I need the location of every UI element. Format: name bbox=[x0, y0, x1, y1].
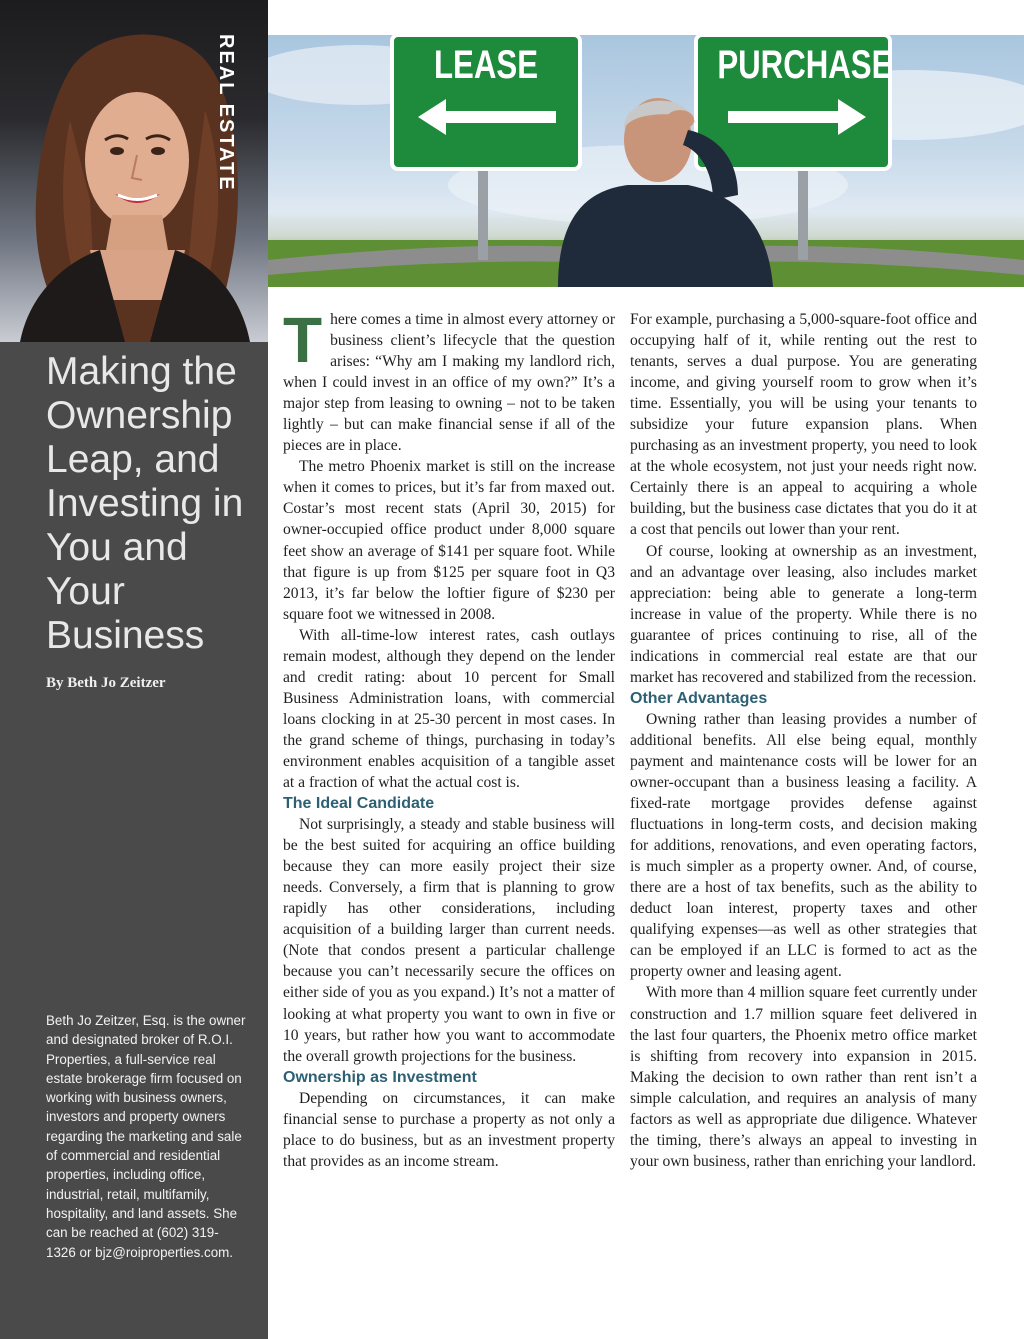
article-paragraph: Of course, looking at ownership as an investment, and an advantage over leasing, also includes market appreciation: being able to generate a long-term increase in value of the property. While there is no guarantee of prices continuing to rise, all of the indications in commercial real estate are that our market has recovered and stabilized from the recession. bbox=[630, 542, 977, 686]
sidebar bbox=[0, 0, 268, 1339]
article-paragraph: Depending on circumstances, it can make financial sense to purchase a property as not only a place to do business, but as an investment property that provides as an income stream. bbox=[283, 1089, 615, 1170]
subheading-ideal-candidate: The Ideal Candidate bbox=[283, 795, 435, 813]
article-paragraph: The metro Phoenix market is still on the increase when it comes to prices, but it’s far from maxed out. Costar’s most recent stats (April 30, 2015) for owner-occupied office product under 8,000 square feet show an average of $141 per square foot. While that figure is up from $125 per square foot in Q3 2013, it’s far below the loftier figure of $230 per square foot we witnessed in 2008. bbox=[283, 458, 615, 623]
drop-cap: T bbox=[283, 304, 323, 376]
article-paragraph: Owning rather than leasing provides a number of additional benefits. All else being equal, monthly payment and maintenance costs will be lower for an owner-occupant than a business leasing a facility. A fixed-rate mortgage provides defense against fluctuations in long-term costs, and decision making for additions, renovations, and even operating factors, is much simpler as a property owner. And, of course, there are a host of tax benefits, such as the ability to deduct loan interest, property taxes and other qualifying expenses—as well as other strategies that can be employed if an LLC is formed to act as the property owner and leasing agent. bbox=[630, 710, 977, 981]
paragraph-text: here comes a time in almost every attorney or business client’s lifecycle that the question arises: “Why am I making my landlord rich, when I could invest in an office of my own?” It’s a major step from leasing to owning – not to be taken lightly – but can make financial sense if all of the pieces are in place. bbox=[283, 311, 616, 455]
byline: By Beth Jo Zeitzer bbox=[46, 675, 166, 691]
article-column-2 bbox=[630, 309, 977, 1172]
article-paragraph: With more than 4 million square feet currently under construction and 1.7 million square feet delivered in the last four quarters, the Phoenix metro office market is shifting from recovery into expansion in 2015. Making the decision to own rather than rent isn’t a simple calculation, and requires an analysis of many factors as well as appropriate due diligence. Whatever the timing, there’s always an appeal to investing in your own business, rather than enriching your landlord. bbox=[630, 984, 977, 1170]
article-paragraph: For example, purchasing a 5,000-square-foot office and occupying half of it, while renting out the rest to tenants, serves a dual purpose. You are generating income, and giving yourself room to grow when it’s time. Essentially, you will be using your tenants to subsidize your future expansion plans. When purchasing as an investment property, you need to look at the whole ecosystem, not just your needs right now. Certainly there is an appeal to acquiring a whole building, but the business case dictates that you do it at a cost that pencils out lower than your rent. bbox=[630, 311, 977, 539]
article-paragraph: With all-time-low interest rates, cash outlays remain modest, although they depend on the lender and credit rating: about 10 percent for Small Business Administration loans, with commercial loans clocking in at 25-30 percent in most cases. In the grand scheme of things, purchasing in today’s environment enables acquisition of a tangible asset at a fraction of what the actual cost is. bbox=[283, 626, 615, 792]
author-bio: Beth Jo Zeitzer, Esq. is the owner and designated broker of R.O.I. Properties, a full-service real estate brokerage firm focused on working with business owners, investors and property owners regarding the marketing and sale of commercial and residential properties, including office, industrial, retail, multifamily, hospitality, and land assets. She can be reached at (602) 319-1326 or bjz@roiproperties.com. bbox=[46, 1013, 246, 1260]
section-tag: REAL ESTATE bbox=[215, 34, 237, 192]
subheading-other-advantages: Other Advantages bbox=[630, 689, 768, 707]
lease-purchase-illustration bbox=[268, 35, 1024, 287]
subheading-ownership-investment: Ownership as Investment bbox=[283, 1068, 477, 1086]
article-headline: Making the Ownership Leap, and Investing in You and Your Business bbox=[46, 350, 244, 657]
sign-right-label: PURCHASE bbox=[717, 43, 893, 87]
hero-image bbox=[268, 35, 1024, 287]
article-paragraph bbox=[283, 304, 616, 456]
article-column-1 bbox=[283, 304, 616, 1172]
sign-left-label: LEASE bbox=[433, 43, 539, 87]
article-paragraph: Not surprisingly, a steady and stable business will be the best suited for acquiring an office building because they can more easily project their size needs. Conversely, a firm that is planning to grow rapidly has other considerations, including acquisition of a building larger than current needs. (Note that condos present a particular challenge because you can’t necessarily secure the offices on either side of you as you expand.) It’s not a matter of looking at what property you want to own in five or 10 years, but rather how you want to accommodate the overall growth projections for the business. bbox=[283, 816, 615, 1065]
